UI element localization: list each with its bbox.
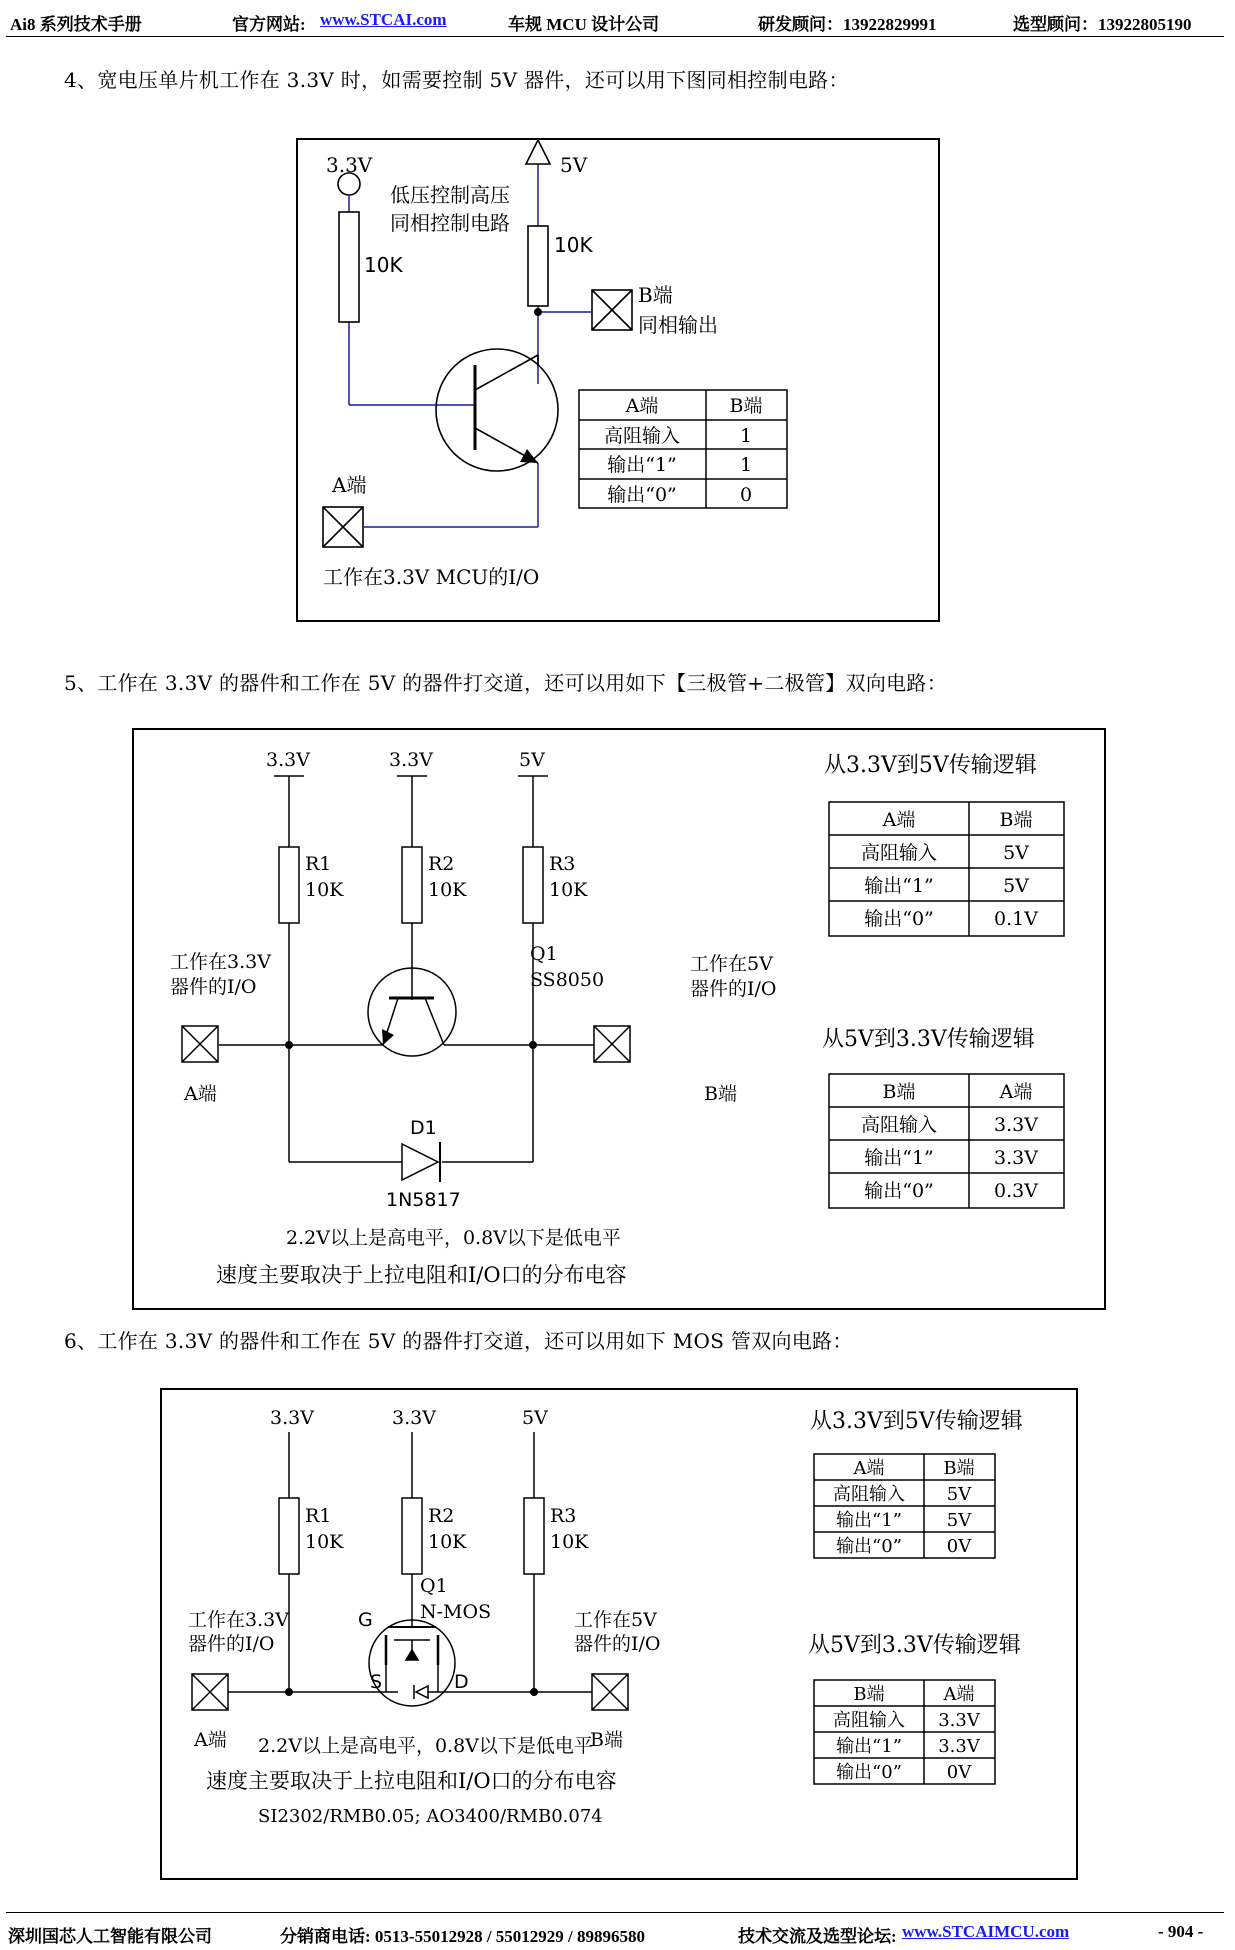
figure-transistor-diode-circuit — [132, 728, 1106, 1310]
website-link[interactable]: www.STCAI.com — [320, 10, 447, 29]
r2-label: R2 — [428, 853, 455, 875]
table2-cell: 3.3V — [994, 1114, 1038, 1136]
q1-part: SS8050 — [530, 969, 605, 991]
r1-label: R1 — [305, 853, 332, 875]
b-sublabel: 同相输出 — [638, 313, 718, 337]
website-label: 官方网站: — [232, 15, 306, 34]
r2-value: 10K — [428, 1531, 467, 1553]
r1-icon — [279, 1498, 299, 1574]
v1-label: 3.3V — [270, 1407, 314, 1429]
v2-label: 3.3V — [392, 1407, 436, 1429]
left-io-line1: 工作在3.3V — [170, 951, 271, 973]
footer-phone: 分销商电话: 0513-55012928 / 55012929 / 89896580 — [280, 1927, 646, 1946]
table2-cell: 3.3V — [938, 1710, 980, 1731]
inphase-schematic — [298, 140, 938, 620]
figure-mos-circuit — [160, 1388, 1078, 1880]
r3-label: R3 — [550, 1505, 577, 1527]
table-header-b: B端 — [729, 395, 763, 417]
diode-icon — [402, 1144, 438, 1180]
b-label: B端 — [704, 1083, 737, 1105]
table2-cell: 0.3V — [994, 1180, 1038, 1202]
q1-label: Q1 — [530, 943, 558, 965]
table2-cell: 输出“1” — [836, 1736, 902, 1757]
section6-text: 6、工作在 3.3V 的器件和工作在 5V 的器件打交道，还可以用如下 MOS 管双向电路： — [64, 1329, 853, 1353]
r1-value: 10K — [305, 1531, 344, 1553]
table2-title: 从5V到3.3V传输逻辑 — [822, 1027, 1035, 1052]
table1-header: A端 — [882, 809, 916, 831]
section4-text: 4、宽电压单片机工作在 3.3V 时，如需要控制 5V 器件，还可以用下图同相控制电路： — [64, 68, 849, 92]
a-label: A端 — [332, 473, 367, 497]
page-number: - 904 - — [1158, 1922, 1204, 1941]
q1-type: N-MOS — [420, 1601, 492, 1623]
right-io-line2: 器件的I/O — [574, 1633, 661, 1655]
table1-cell: 5V — [946, 1510, 972, 1531]
table1-cell: 0.1V — [994, 908, 1038, 930]
gate-label: G — [358, 1609, 373, 1631]
r1-icon — [279, 847, 299, 923]
v5-label: 5V — [560, 153, 588, 177]
node-dot — [534, 308, 542, 316]
table1-cell: 输出“0” — [864, 908, 934, 930]
table1-cell: 输出“1” — [864, 875, 934, 897]
bidirectional-mos-schematic — [162, 1390, 1076, 1878]
r1-label: R1 — [305, 1505, 332, 1527]
r1-value: 10K — [305, 879, 344, 901]
d1-part: 1N5817 — [386, 1189, 461, 1211]
table1-header: A端 — [853, 1458, 885, 1479]
table1-cell: 0V — [946, 1536, 972, 1557]
right-io-line2: 器件的I/O — [690, 978, 777, 1000]
fig-caption: 速度主要取决于上拉电阻和I/O口的分布电容 — [206, 1769, 617, 1793]
table-cell: 输出“1” — [607, 454, 677, 476]
table1-cell: 高阻输入 — [860, 842, 938, 864]
fig-title2: 同相控制电路 — [390, 211, 510, 235]
v33-label: 3.3V — [326, 153, 373, 177]
table1-cell: 5V — [1003, 842, 1029, 864]
selection-advisor: 选型顾问：13922805190 — [1013, 15, 1192, 34]
table1-cell: 5V — [1003, 875, 1029, 897]
v5-arrow-icon — [526, 140, 550, 164]
v2-label: 3.3V — [389, 749, 433, 771]
part-numbers: SI2302/RMB0.05; AO3400/RMB0.074 — [258, 1806, 603, 1827]
fig-caption: 速度主要取决于上拉电阻和I/O口的分布电容 — [216, 1263, 627, 1287]
r3-value: 10K — [550, 1531, 589, 1553]
left-io-line1: 工作在3.3V — [188, 1609, 289, 1631]
resistor-right-icon — [528, 226, 548, 306]
left-io-line2: 器件的I/O — [170, 976, 257, 998]
forum-link[interactable]: www.STCAIMCU.com — [902, 1922, 1070, 1941]
table2-header: A端 — [999, 1081, 1033, 1103]
table1-header: B端 — [999, 809, 1033, 831]
right-io-line1: 工作在5V — [690, 953, 773, 975]
table2-header: B端 — [882, 1081, 916, 1103]
table2-cell: 高阻输入 — [860, 1114, 938, 1136]
r2-icon — [402, 1498, 422, 1574]
table1-cell: 输出“1” — [836, 1510, 902, 1531]
table2-cell: 高阻输入 — [833, 1710, 905, 1731]
table1-title: 从3.3V到5V传输逻辑 — [810, 1409, 1023, 1434]
section5-text: 5、工作在 3.3V 的器件和工作在 5V 的器件打交道，还可以用如下【三极管+二极管】双向电路： — [64, 671, 948, 695]
table-cell: 1 — [739, 425, 753, 447]
r2-label: R2 — [428, 1505, 455, 1527]
footer-company: 深圳国芯人工智能有限公司 — [8, 1927, 212, 1946]
level-note: 2.2V以上是高电平，0.8V以下是低电平 — [286, 1227, 621, 1249]
level-note: 2.2V以上是高电平，0.8V以下是低电平 — [258, 1735, 593, 1757]
table2-header: A端 — [943, 1684, 975, 1705]
rd-advisor: 研发顾问：13922829991 — [758, 15, 937, 34]
bidirectional-bjt-schematic — [134, 730, 1104, 1308]
q1-label: Q1 — [420, 1575, 448, 1597]
b-label: B端 — [590, 1729, 623, 1751]
left-io-line2: 器件的I/O — [188, 1633, 275, 1655]
table2-cell: 输出“0” — [864, 1180, 934, 1202]
table2-header: B端 — [853, 1684, 885, 1705]
nmos-transistor-icon — [369, 1620, 455, 1706]
source-label: S — [370, 1671, 383, 1693]
page-footer — [0, 1918, 1235, 1948]
r2-icon — [402, 847, 422, 923]
resistor-left-icon — [339, 212, 359, 322]
table1-title: 从3.3V到5V传输逻辑 — [824, 753, 1037, 778]
figure-inphase-circuit — [296, 138, 940, 622]
right-io-line1: 工作在5V — [574, 1609, 657, 1631]
r2-value: 10K — [428, 879, 467, 901]
fig-caption: 工作在3.3V MCU的I/O — [323, 565, 540, 589]
table-cell: 输出“0” — [607, 484, 677, 506]
manual-title: Ai8 系列技术手册 — [10, 15, 142, 34]
b-label: B端 — [638, 283, 673, 307]
v1-label: 3.3V — [266, 749, 310, 771]
a-label: A端 — [184, 1083, 217, 1105]
table2-cell: 输出“0” — [836, 1762, 902, 1783]
emitter-arrow-icon — [520, 449, 538, 463]
table1-cell: 高阻输入 — [833, 1484, 905, 1505]
table-header-a: A端 — [625, 395, 659, 417]
r3-label: R3 — [549, 853, 576, 875]
v3-label: 5V — [519, 749, 545, 771]
r3-value: 10K — [549, 879, 588, 901]
footer-forum-label: 技术交流及选型论坛: — [738, 1927, 897, 1946]
table2-cell: 0V — [946, 1762, 972, 1783]
drain-label: D — [454, 1671, 469, 1693]
r3-icon — [524, 1498, 544, 1574]
table-cell: 1 — [739, 454, 753, 476]
company-desc: 车规 MCU 设计公司 — [508, 15, 660, 34]
table1-header: B端 — [943, 1458, 975, 1479]
table-cell: 高阻输入 — [603, 425, 681, 447]
table1-cell: 5V — [946, 1484, 972, 1505]
resistor-right-value: 10K — [554, 233, 593, 257]
fig-title1: 低压控制高压 — [390, 183, 510, 207]
table1-cell: 输出“0” — [836, 1536, 902, 1557]
a-label: A端 — [194, 1729, 227, 1751]
footer-rule — [6, 1912, 1224, 1913]
table2-cell: 3.3V — [994, 1147, 1038, 1169]
resistor-left-value: 10K — [364, 253, 403, 277]
page-header — [0, 6, 1235, 36]
header-rule — [6, 36, 1224, 37]
table-cell: 0 — [739, 484, 753, 506]
npn-transistor-icon — [436, 349, 558, 471]
table2-cell: 输出“1” — [864, 1147, 934, 1169]
table2-title: 从5V到3.3V传输逻辑 — [808, 1633, 1021, 1658]
table2-cell: 3.3V — [938, 1736, 980, 1757]
v3-label: 5V — [522, 1407, 548, 1429]
r3-icon — [523, 847, 543, 923]
d1-label: D1 — [410, 1117, 437, 1139]
